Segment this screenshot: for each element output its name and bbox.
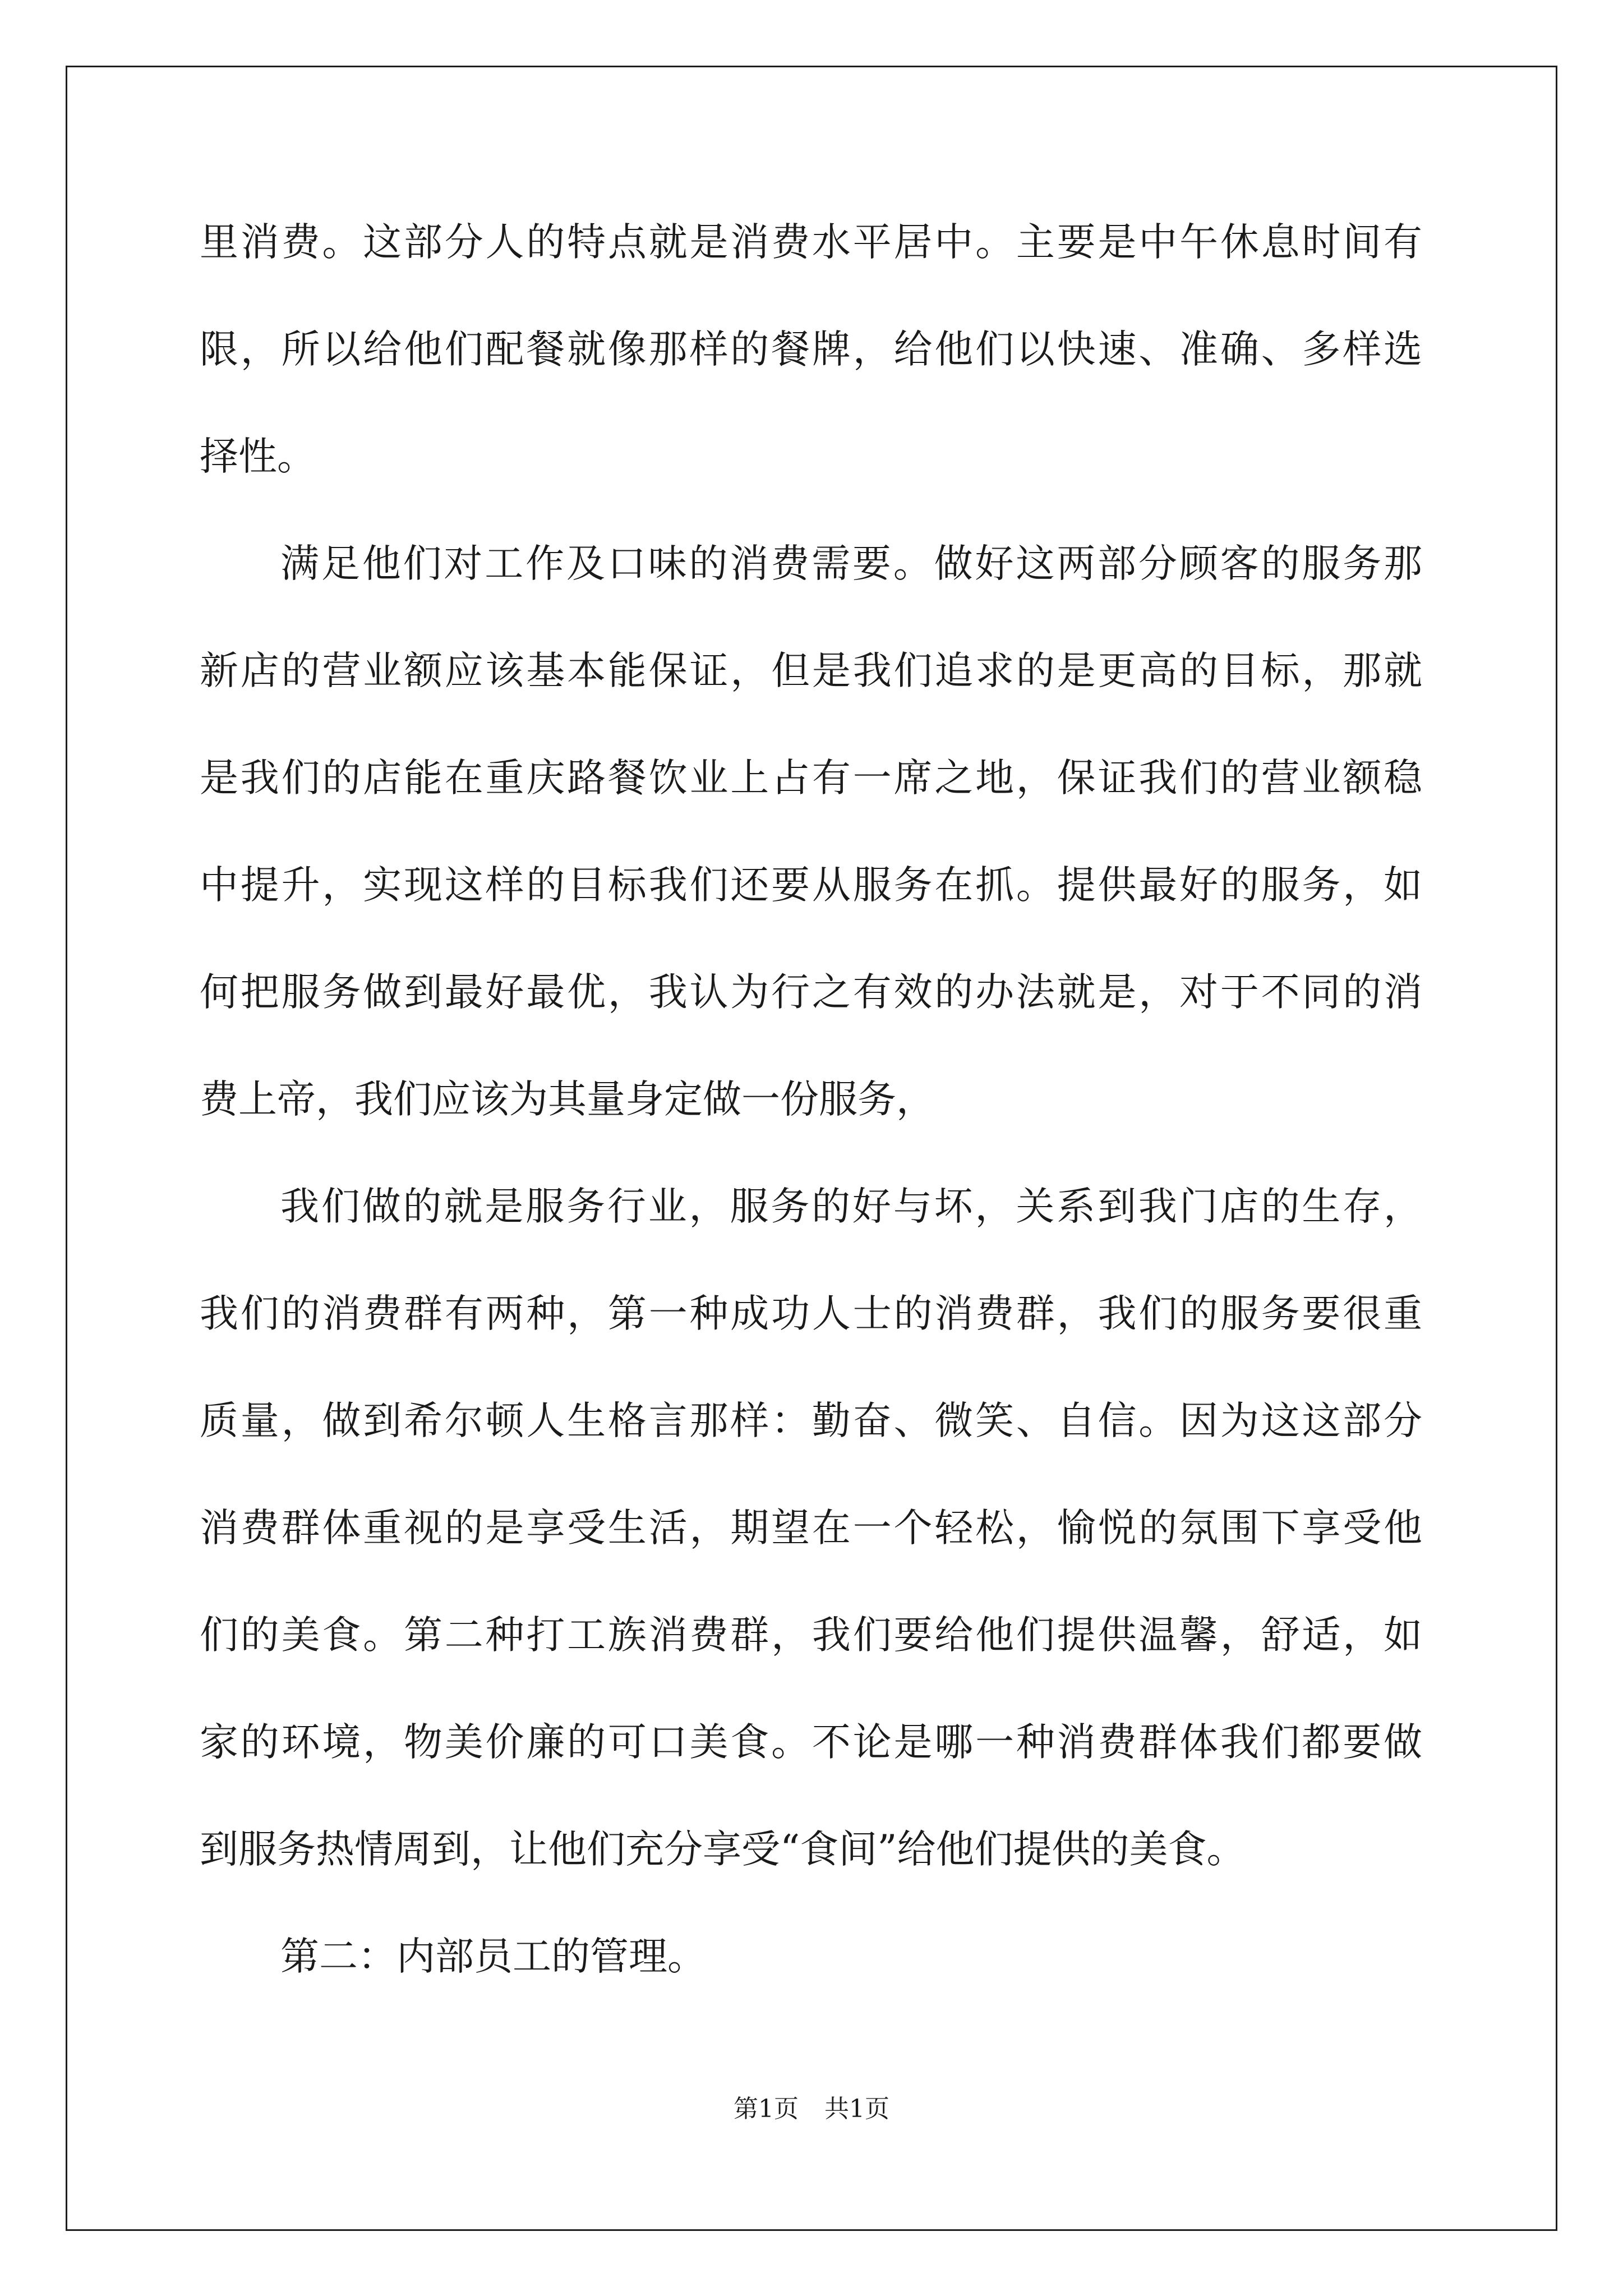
text-line: 里消费。这部分人的特点就是消费水平居中。主要是中午休息时间有: [200, 220, 1422, 265]
text-line: 消费群体重视的是享受生活，期望在一个轻松，愉悦的氛围下享受他: [200, 1506, 1422, 1550]
text-line: 费上帝，我们应该为其量身定做一份服务，: [200, 1077, 935, 1122]
text-line: 到服务热情周到，让他们充分享受“食间”给他们提供的美食。: [200, 1827, 1246, 1872]
text-line: 中提升，实现这样的目标我们还要从服务在抓。提供最好的服务，如: [200, 863, 1422, 908]
text-line: 家的环境，物美价廉的可口美食。不论是哪一种消费群体我们都要做: [200, 1720, 1422, 1765]
page-number: 第1页: [734, 2095, 799, 2123]
page-footer: [0, 2097, 1623, 2122]
text-line: 第二：内部员工的管理。: [280, 1934, 706, 1979]
text-line: 们的美食。第二种打工族消费群，我们要给他们提供温馨，舒适，如: [200, 1613, 1422, 1658]
text-line: 质量，做到希尔顿人生格言那样：勤奋、微笑、自信。因为这这部分: [200, 1398, 1422, 1443]
text-line: 满足他们对工作及口味的消费需要。做好这两部分顾客的服务那: [280, 541, 1422, 586]
text-line: 择性。: [200, 434, 316, 479]
text-line: 我们的消费群有两种，第一种成功人士的消费群，我们的服务要很重: [200, 1291, 1422, 1336]
text-line: 我们做的就是服务行业，服务的好与坏，关系到我门店的生存，: [280, 1184, 1422, 1229]
page-total: 共1页: [824, 2095, 889, 2123]
text-line: 限，所以给他们配餐就像那样的餐牌，给他们以快速、准确、多样选: [200, 327, 1422, 372]
text-line: 新店的营业额应该基本能保证，但是我们追求的是更高的目标，那就: [200, 648, 1422, 693]
document-body: [200, 220, 1422, 2045]
text-line: 是我们的店能在重庆路餐饮业上占有一席之地，保证我们的营业额稳: [200, 756, 1422, 800]
text-line: 何把服务做到最好最优，我认为行之有效的办法就是，对于不同的消: [200, 970, 1422, 1015]
